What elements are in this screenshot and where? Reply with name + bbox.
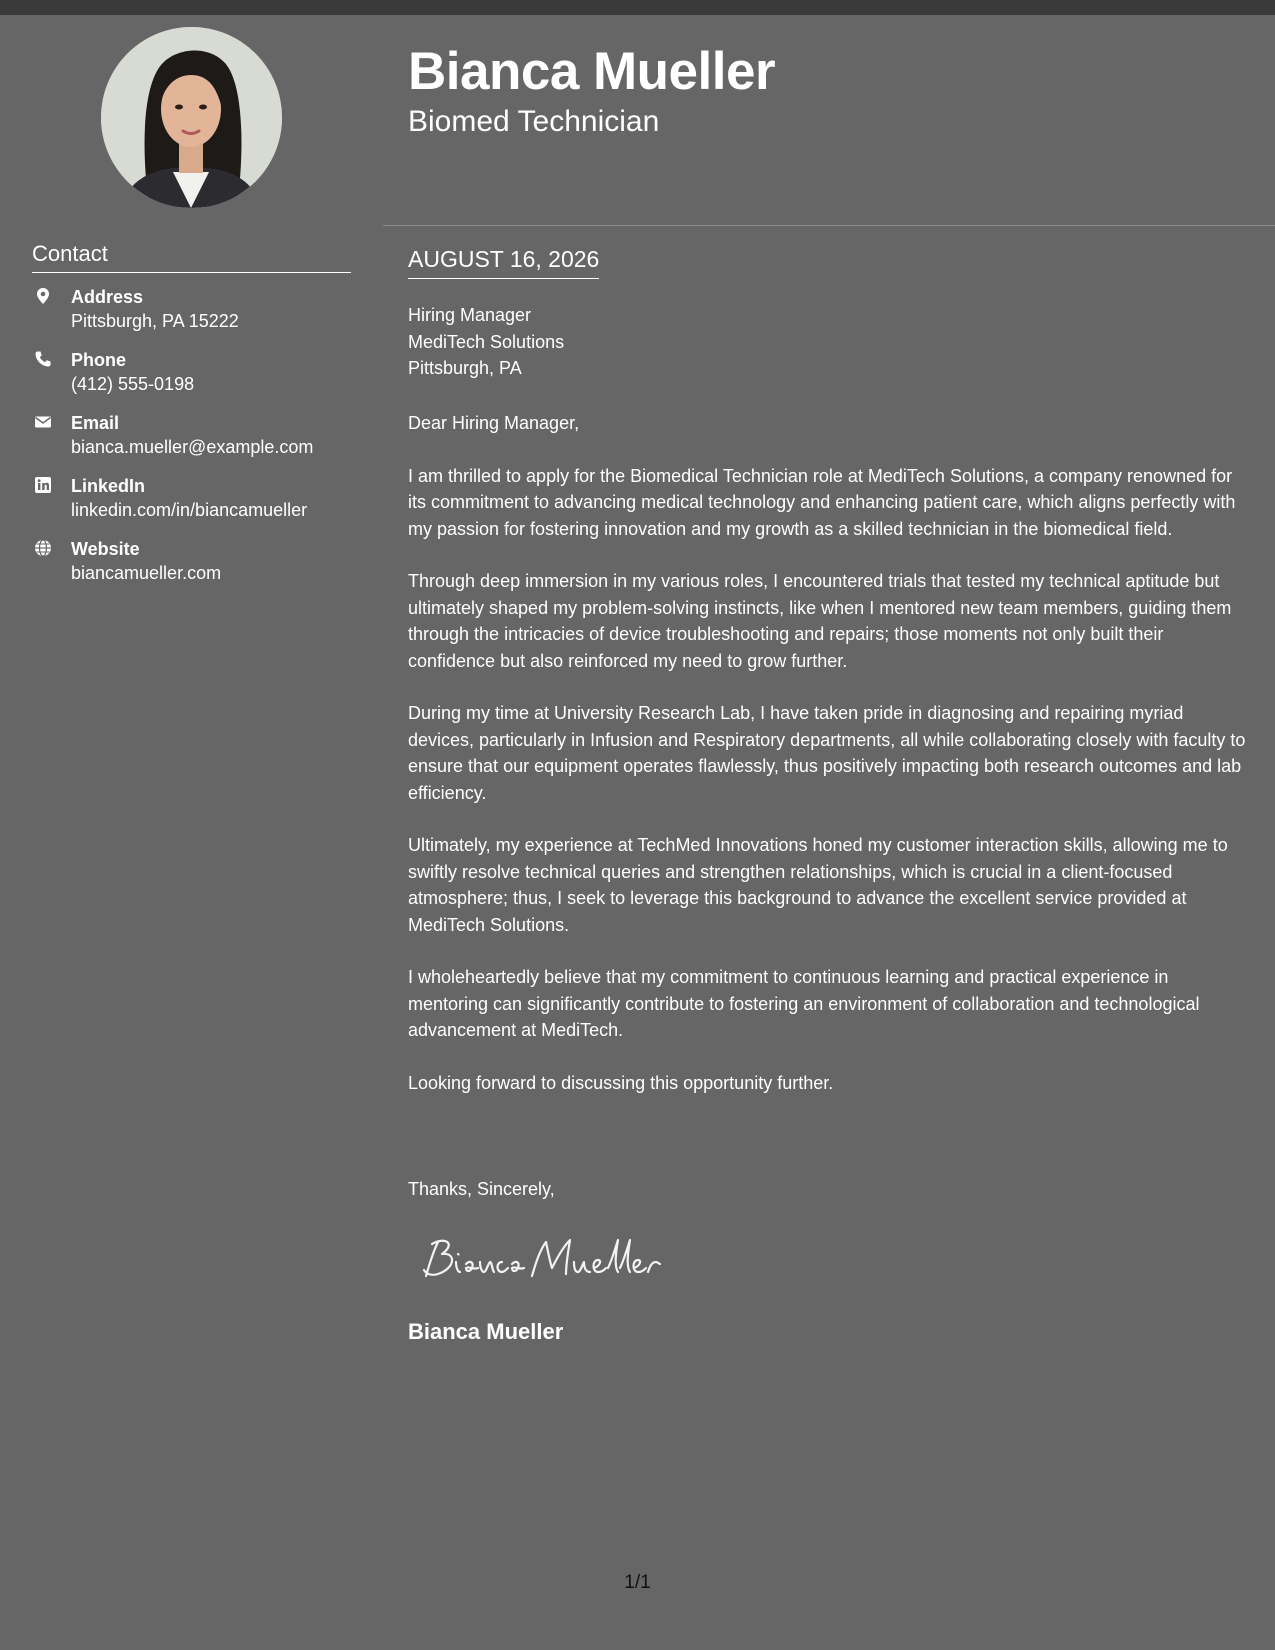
page-number: 1/1 (624, 1572, 651, 1593)
top-bar (0, 0, 1275, 15)
phone-value: (412) 555-0198 (71, 374, 195, 394)
closing: Thanks, Sincerely, (408, 1179, 555, 1199)
job-title: Biomed Technician (408, 105, 660, 138)
contact-label: Website (71, 539, 140, 559)
website-value[interactable]: biancamueller.com (71, 563, 222, 583)
address-value: Pittsburgh, PA 15222 (71, 311, 239, 331)
linkedin-icon (34, 476, 52, 494)
contact-item-address (32, 285, 351, 348)
avatar (101, 27, 282, 208)
email-value[interactable]: bianca.mueller@example.com (71, 437, 314, 457)
signer-name: Bianca Mueller (408, 1319, 564, 1344)
recipient-line: Pittsburgh, PA (408, 358, 522, 378)
letter-paragraph: Ultimately, my experience at TechMed Innovations honed my customer interaction skills, allowing me to swiftly resolve technical queries and strengthen relationships, which is crucial in a client-focused atmosphere; thus, I seek to leverage this background to advance the excellent service provided at MediTech Solutions. (408, 835, 1228, 935)
envelope-icon (34, 413, 52, 431)
letter-body (408, 410, 1253, 1123)
contact-label: Phone (71, 350, 127, 370)
applicant-name: Bianca Mueller (408, 42, 776, 101)
signature-image (412, 1232, 672, 1292)
linkedin-value[interactable]: linkedin.com/in/biancamueller (71, 500, 308, 520)
contact-label: Email (71, 413, 120, 433)
phone-icon (34, 350, 52, 368)
map-pin-icon (34, 287, 52, 305)
contact-item-website (32, 537, 351, 600)
recipient-line: MediTech Solutions (408, 331, 565, 352)
contact-label: Address (71, 287, 144, 307)
recipient-block (408, 302, 564, 382)
letter-date: AUGUST 16, 2026 (408, 244, 599, 279)
recipient-line: Hiring Manager (408, 305, 532, 325)
letter-paragraph: Looking forward to discussing this opportunity further. (408, 1073, 834, 1094)
profile-photo (101, 27, 282, 208)
header-divider (383, 225, 1275, 226)
contact-label: LinkedIn (71, 476, 146, 496)
letter-paragraph: I wholeheartedly believe that my commitment to continuous learning and practical experience in mentoring can significantly contribute to fostering an environment of collaboration and technological advancement at MediTech. (408, 967, 1200, 1041)
globe-icon (34, 539, 52, 557)
contact-heading: Contact (32, 240, 351, 273)
contact-item-phone (32, 348, 351, 411)
letter-paragraph: I am thrilled to apply for the Biomedical Technician role at MediTech Solutions, a company renowned for its commitment to advancing medical technology and enhancing patient care, which aligns perfectly with my passion for fostering innovation and my growth as a skilled technician in the biomedical field. (408, 465, 1236, 539)
salutation: Dear Hiring Manager, (408, 413, 580, 433)
contact-item-email (32, 411, 351, 474)
contact-item-linkedin (32, 474, 351, 537)
letter-paragraph: During my time at University Research Lab, I have taken pride in diagnosing and repairing myriad devices, particularly in Infusion and Respiratory departments, all while collaborating closely with faculty to ensure that our equipment operates flawlessly, thus positively impacting both research outcomes and lab efficiency. (408, 703, 1246, 803)
contact-list (32, 285, 351, 600)
letter-paragraph: Through deep immersion in my various roles, I encountered trials that tested my technical aptitude but ultimately shaped my problem-solving instincts, like when I mentored new team members, guiding them through the intricacies of device troubleshooting and repairs; those moments not only built their confidence but also reinforced my need to grow further. (408, 571, 1232, 671)
